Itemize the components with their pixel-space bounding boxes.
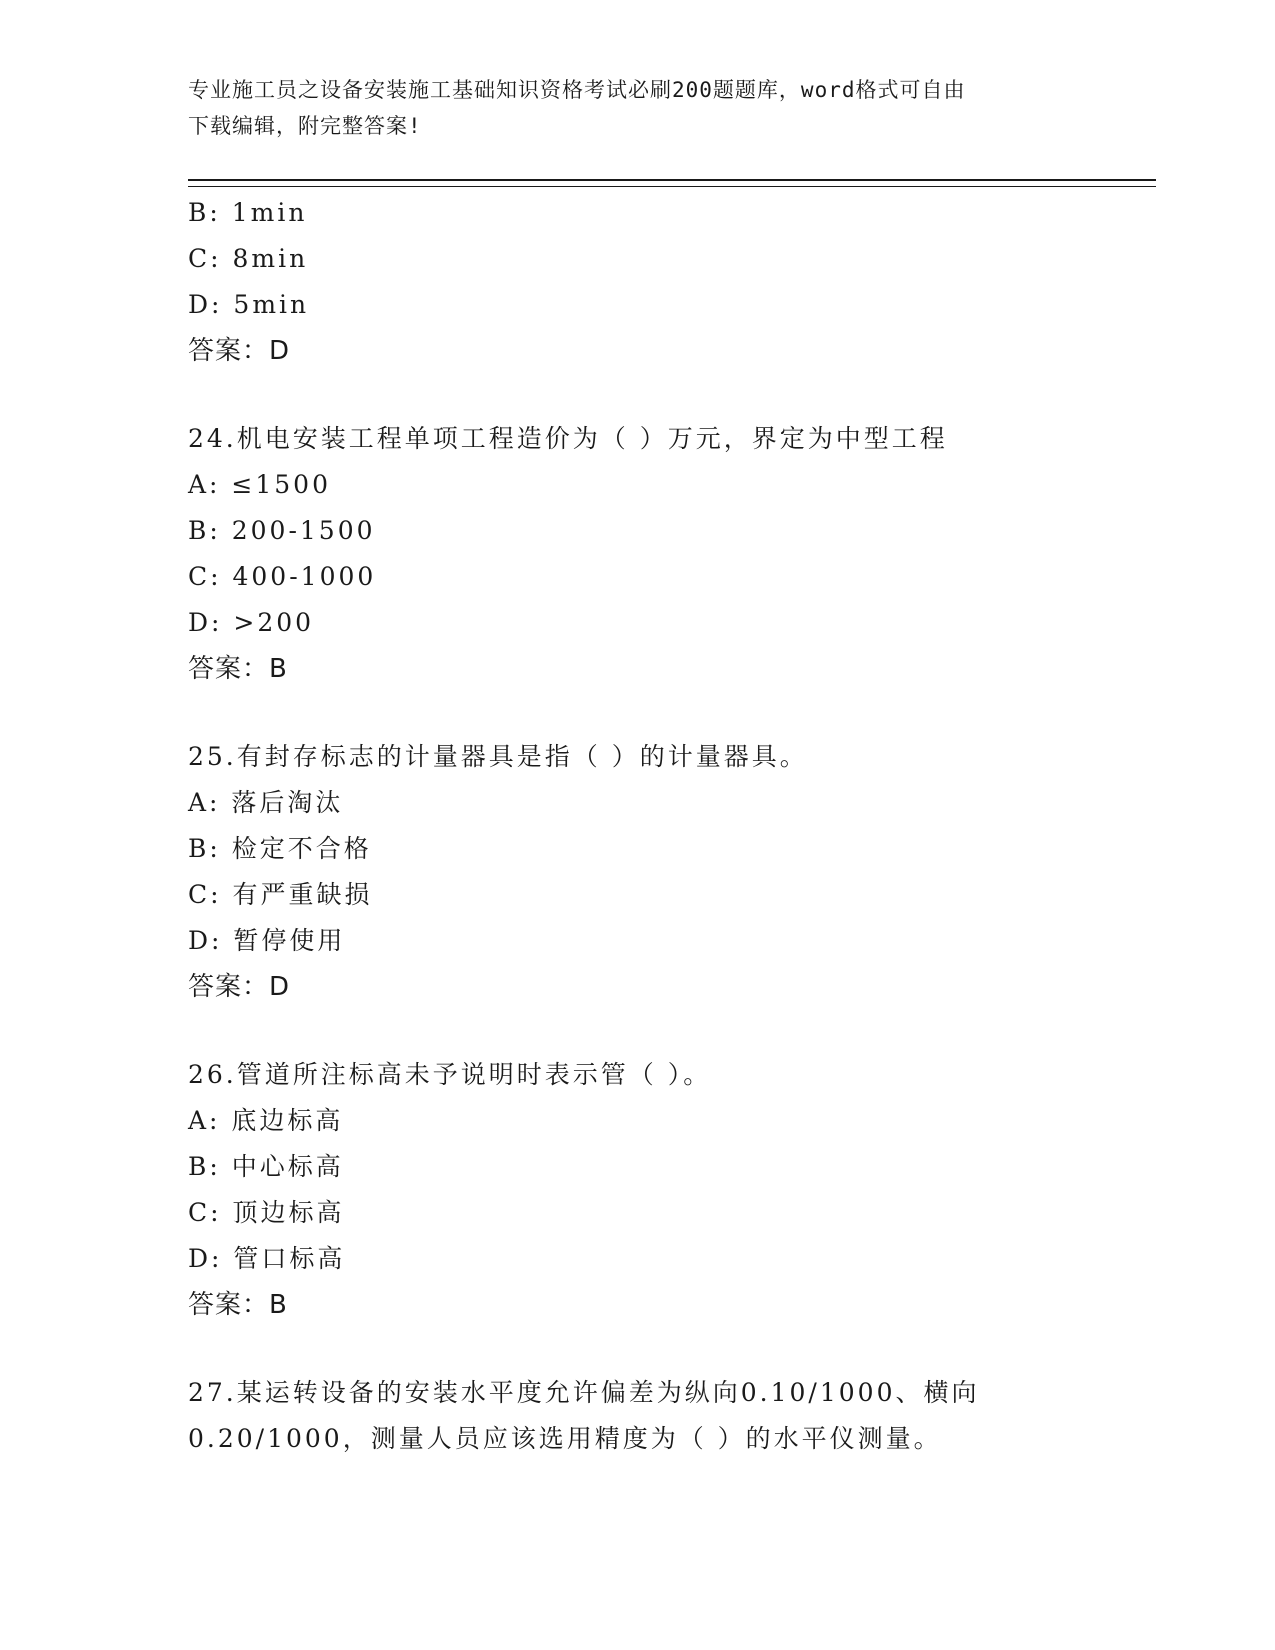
option-c: C: 顶边标高 — [188, 1198, 345, 1227]
question-text: 26.管道所注标高未予说明时表示管（ ）。 — [188, 1060, 712, 1089]
option-b: B: 检定不合格 — [188, 834, 372, 863]
option-c: C: 400-1000 — [188, 562, 377, 591]
answer-label: 答案：B — [188, 654, 288, 684]
answer-label: 答案：D — [188, 336, 291, 366]
question-block-26 — [188, 1052, 1188, 1328]
option-c: C: 有严重缺损 — [188, 880, 373, 909]
question-text-line-1: 27.某运转设备的安装水平度允许偏差为纵向0.10/1000、横向 — [188, 1378, 980, 1407]
question-block-27 — [188, 1370, 1188, 1462]
answer-label: 答案：B — [188, 1290, 288, 1320]
question-block-23 — [188, 190, 1188, 374]
option-b: B: 200-1500 — [188, 516, 376, 545]
question-block-24 — [188, 416, 1188, 692]
header-line-2: 下载编辑，附完整答案! — [188, 114, 422, 138]
header-line-1: 专业施工员之设备安装施工基础知识资格考试必刷200题题库，word格式可自由 — [188, 78, 966, 102]
question-block-25 — [188, 734, 1188, 1010]
question-text: 24.机电安装工程单项工程造价为（ ）万元，界定为中型工程 — [188, 424, 948, 453]
question-list — [188, 190, 1188, 1462]
question-text-line-2: 0.20/1000，测量人员应该选用精度为（ ）的水平仪测量。 — [188, 1424, 942, 1453]
option-a: A: 底边标高 — [188, 1106, 344, 1135]
option-a: A: 落后淘汰 — [188, 788, 344, 817]
option-a: A: ≤1500 — [188, 470, 331, 499]
answer-label: 答案：D — [188, 972, 291, 1002]
option-b: B: 1min — [188, 198, 308, 227]
option-d: D: 管口标高 — [188, 1244, 346, 1273]
document-header — [188, 72, 1078, 144]
option-c: C: 8min — [188, 244, 309, 273]
option-b: B: 中心标高 — [188, 1152, 344, 1181]
question-text: 25.有封存标志的计量器具是指（ ）的计量器具。 — [188, 742, 808, 771]
option-d: D: 暂停使用 — [188, 926, 346, 955]
option-d: D: >200 — [188, 608, 315, 637]
option-d: D: 5min — [188, 290, 310, 319]
header-divider — [188, 179, 1156, 187]
